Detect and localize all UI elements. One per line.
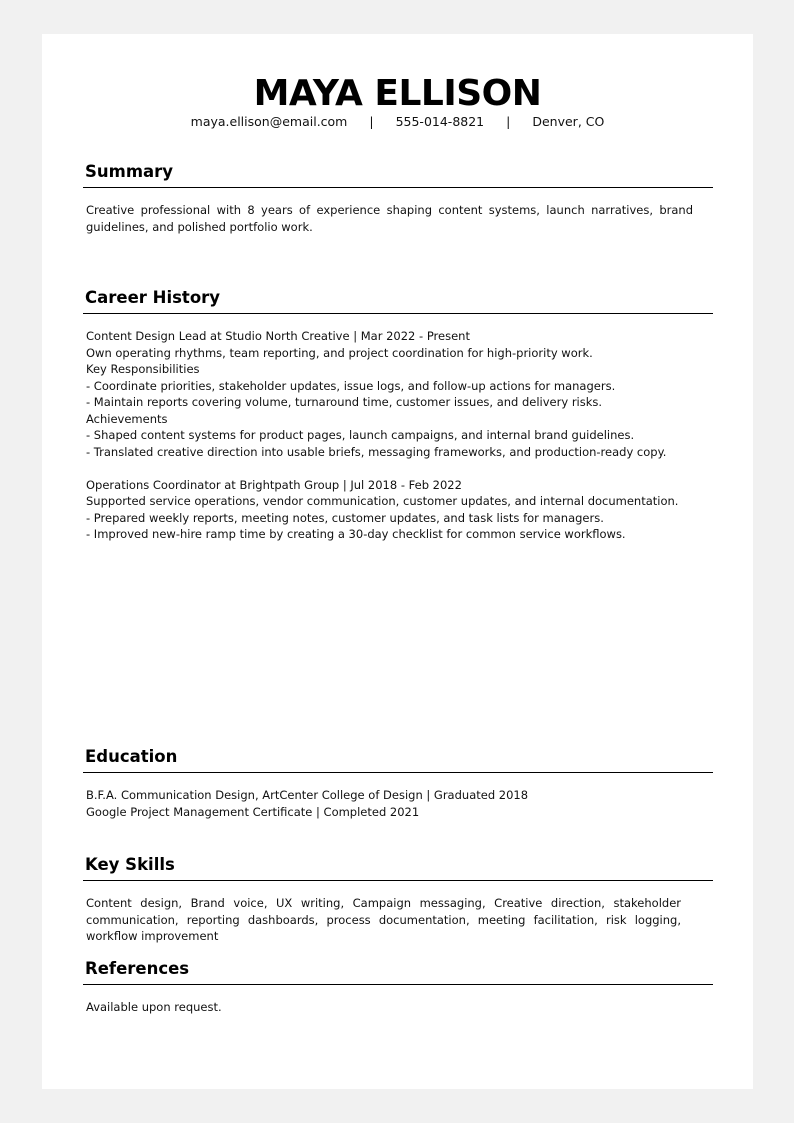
job-heading: Content Design Lead at Studio North Creative | Mar 2022 - Present	[86, 329, 470, 343]
career-history-content	[86, 328, 693, 543]
contact-separator: |	[506, 114, 511, 129]
education-item: Google Project Management Certificate | Completed 2021	[86, 804, 420, 819]
summary-text: Creative professional with 8 years of experience shaping content systems, launch narratives, brand guidelines, and polished portfolio work.	[86, 203, 693, 234]
contact-location: Denver, CO	[532, 114, 605, 129]
key-skills-heading: Key Skills	[85, 855, 175, 874]
contact-phone: 555-014-8821	[395, 114, 485, 129]
job-heading: Operations Coordinator at Brightpath Group | Jul 2018 - Feb 2022	[86, 477, 462, 492]
responsibilities-label: Key Responsibilities	[86, 362, 200, 376]
education-heading: Education	[85, 747, 178, 766]
list-item: - Coordinate priorities, stakeholder updates, issue logs, and follow-up actions for managers.	[86, 378, 616, 393]
list-item: - Shaped content systems for product pages, launch campaigns, and internal brand guidelines.	[86, 428, 635, 442]
contact-email: maya.ellison@email.com	[190, 114, 348, 129]
education-content	[86, 787, 693, 820]
section-divider	[83, 313, 713, 314]
summary-heading: Summary	[85, 162, 174, 181]
section-divider	[83, 772, 713, 773]
education-item: B.F.A. Communication Design, ArtCenter College of Design | Graduated 2018	[86, 788, 529, 802]
list-item: - Translated creative direction into usable briefs, messaging frameworks, and production-ready copy.	[86, 444, 667, 459]
references-heading: References	[85, 959, 190, 978]
key-skills-text: Content design, Brand voice, UX writing, Campaign messaging, Creative direction, stakeholder communication, reporting dashboards, process documentation, meeting facilitation, risk logging, workflow improvement	[86, 896, 681, 943]
spacer	[86, 460, 693, 477]
resume-page	[42, 34, 753, 1089]
candidate-name: MAYA ELLISON	[253, 73, 542, 114]
job-description: Own operating rhythms, team reporting, and project coordination for high-priority work.	[86, 345, 593, 360]
section-divider	[83, 984, 713, 985]
section-divider	[83, 187, 713, 188]
references-text: Available upon request.	[86, 1000, 222, 1014]
list-item: - Prepared weekly reports, meeting notes, customer updates, and task lists for managers.	[86, 510, 604, 525]
job-description: Supported service operations, vendor communication, customer updates, and internal documentation.	[86, 494, 679, 508]
list-item: - Improved new-hire ramp time by creating a 30-day checklist for common service workflows.	[86, 527, 626, 541]
career-history-heading: Career History	[85, 288, 221, 307]
contact-line	[42, 114, 753, 130]
achievements-label: Achievements	[86, 411, 168, 426]
section-divider	[83, 880, 713, 881]
list-item: - Maintain reports covering volume, turnaround time, customer issues, and delivery risks.	[86, 395, 603, 409]
contact-separator: |	[369, 114, 374, 129]
